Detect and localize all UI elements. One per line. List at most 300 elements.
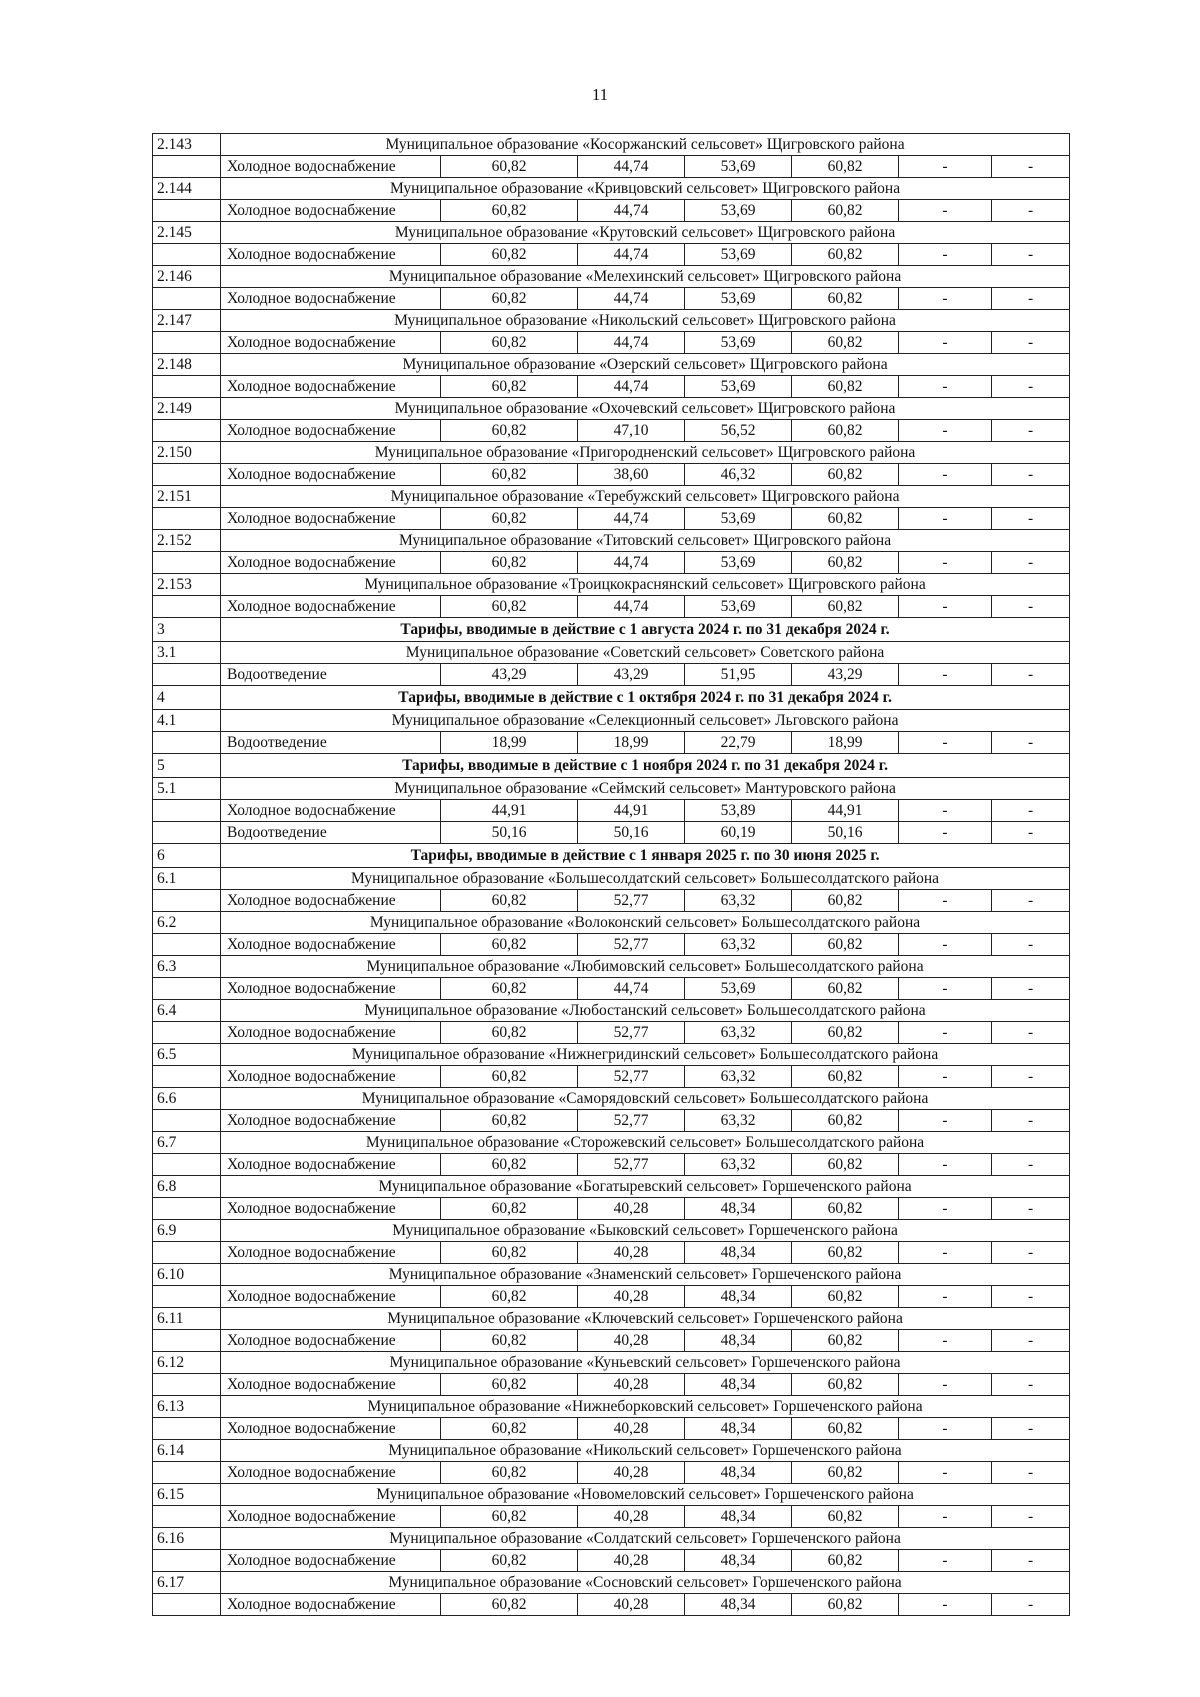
tariff-row <box>153 1418 1070 1440</box>
row-number: 6.13 <box>153 1396 221 1418</box>
municipality-title: Муниципальное образование «Сосновский сельсовет» Горшеченского района <box>221 1572 1070 1594</box>
resource-label: Холодное водоснабжение <box>221 934 441 956</box>
tariff-value: 60,82 <box>441 1286 578 1308</box>
resource-label: Водоотведение <box>221 822 441 844</box>
municipality-row <box>153 178 1070 200</box>
row-number: 2.145 <box>153 222 221 244</box>
tariff-value: - <box>899 1154 992 1176</box>
tariff-value: 43,29 <box>792 664 899 686</box>
tariff-value: 60,82 <box>441 1110 578 1132</box>
municipality-title: Муниципальное образование «Нижнеборковский сельсовет» Горшеченского района <box>221 1396 1070 1418</box>
tariff-value: - <box>992 1198 1070 1220</box>
tariff-value: 60,82 <box>792 1506 899 1528</box>
tariff-value: 60,82 <box>441 552 578 574</box>
tariff-value: 60,82 <box>441 1154 578 1176</box>
resource-label: Холодное водоснабжение <box>221 1506 441 1528</box>
row-number: 2.152 <box>153 530 221 552</box>
row-number: 3 <box>153 618 221 642</box>
tariff-value: 60,82 <box>792 1066 899 1088</box>
tariff-value: 60,82 <box>792 596 899 618</box>
tariff-value: 60,82 <box>441 1374 578 1396</box>
tariff-value: 53,69 <box>685 156 792 178</box>
row-number-cell <box>153 1110 221 1132</box>
resource-label: Холодное водоснабжение <box>221 1550 441 1572</box>
tariff-value: - <box>899 552 992 574</box>
tariff-value: 40,28 <box>578 1594 685 1616</box>
municipality-row <box>153 956 1070 978</box>
row-number: 4 <box>153 686 221 710</box>
tariff-row <box>153 156 1070 178</box>
tariff-value: - <box>899 1594 992 1616</box>
tariff-value: 60,82 <box>792 332 899 354</box>
municipality-title: Муниципальное образование «Троицкокраснянский сельсовет» Щигровского района <box>221 574 1070 596</box>
tariff-value: 52,77 <box>578 934 685 956</box>
tariff-value: 63,32 <box>685 890 792 912</box>
resource-label: Холодное водоснабжение <box>221 1022 441 1044</box>
tariff-value: 60,82 <box>792 1374 899 1396</box>
section-row <box>153 618 1070 642</box>
resource-label: Холодное водоснабжение <box>221 1462 441 1484</box>
tariff-row <box>153 800 1070 822</box>
resource-label: Холодное водоснабжение <box>221 800 441 822</box>
row-number-cell <box>153 376 221 398</box>
municipality-row <box>153 1220 1070 1242</box>
tariff-value: - <box>992 934 1070 956</box>
tariff-value: 40,28 <box>578 1286 685 1308</box>
tariff-value: - <box>899 244 992 266</box>
resource-label: Холодное водоснабжение <box>221 508 441 530</box>
municipality-row <box>153 1044 1070 1066</box>
row-number: 2.149 <box>153 398 221 420</box>
row-number: 6.16 <box>153 1528 221 1550</box>
tariff-value: 50,16 <box>578 822 685 844</box>
tariff-value: 60,82 <box>792 288 899 310</box>
tariff-value: 18,99 <box>792 732 899 754</box>
tariff-value: 48,34 <box>685 1374 792 1396</box>
tariff-value: - <box>899 732 992 754</box>
municipality-title: Муниципальное образование «Куньевский сельсовет» Горшеченского района <box>221 1352 1070 1374</box>
tariff-value: 48,34 <box>685 1506 792 1528</box>
tariff-value: - <box>992 420 1070 442</box>
municipality-row <box>153 1308 1070 1330</box>
tariff-value: 63,32 <box>685 1066 792 1088</box>
tariff-value: - <box>899 822 992 844</box>
row-number: 2.143 <box>153 134 221 156</box>
tariff-value: 63,32 <box>685 1154 792 1176</box>
tariff-value: 60,82 <box>441 1594 578 1616</box>
tariff-value: - <box>992 508 1070 530</box>
row-number: 6.14 <box>153 1440 221 1462</box>
row-number-cell <box>153 1550 221 1572</box>
municipality-row <box>153 1352 1070 1374</box>
tariff-value: 60,82 <box>792 978 899 1000</box>
tariff-value: 60,82 <box>792 1462 899 1484</box>
municipality-row <box>153 442 1070 464</box>
tariff-value: - <box>992 200 1070 222</box>
tariff-value: 40,28 <box>578 1198 685 1220</box>
tariff-row <box>153 890 1070 912</box>
section-row <box>153 844 1070 868</box>
resource-label: Холодное водоснабжение <box>221 200 441 222</box>
row-number: 6.11 <box>153 1308 221 1330</box>
tariff-row <box>153 552 1070 574</box>
tariff-value: - <box>899 1198 992 1220</box>
tariff-value: 60,82 <box>792 376 899 398</box>
municipality-row <box>153 1484 1070 1506</box>
municipality-title: Муниципальное образование «Селекционный сельсовет» Льговского района <box>221 710 1070 732</box>
tariff-value: 48,34 <box>685 1418 792 1440</box>
tariff-value: 60,82 <box>792 156 899 178</box>
row-number: 2.150 <box>153 442 221 464</box>
municipality-row <box>153 1528 1070 1550</box>
tariff-value: - <box>899 800 992 822</box>
tariff-row <box>153 1462 1070 1484</box>
tariff-value: 44,74 <box>578 332 685 354</box>
tariff-value: - <box>899 1330 992 1352</box>
row-number-cell <box>153 1242 221 1264</box>
tariff-value: 63,32 <box>685 1022 792 1044</box>
tariff-value: 44,74 <box>578 508 685 530</box>
tariff-value: - <box>992 822 1070 844</box>
row-number: 6.4 <box>153 1000 221 1022</box>
tariff-value: - <box>899 934 992 956</box>
resource-label: Холодное водоснабжение <box>221 332 441 354</box>
tariff-value: 60,82 <box>792 200 899 222</box>
tariff-value: 60,82 <box>441 288 578 310</box>
tariff-value: 60,82 <box>441 332 578 354</box>
tariff-value: 52,77 <box>578 890 685 912</box>
tariff-row <box>153 376 1070 398</box>
tariff-value: 48,34 <box>685 1286 792 1308</box>
municipality-title: Муниципальное образование «Пригородненский сельсовет» Щигровского района <box>221 442 1070 464</box>
tariff-row <box>153 934 1070 956</box>
tariff-value: 44,74 <box>578 288 685 310</box>
tariff-value: - <box>992 1286 1070 1308</box>
tariff-value: 60,82 <box>441 420 578 442</box>
tariff-row <box>153 1550 1070 1572</box>
municipality-title: Муниципальное образование «Косоржанский сельсовет» Щигровского района <box>221 134 1070 156</box>
tariff-value: 60,82 <box>792 1198 899 1220</box>
municipality-row <box>153 530 1070 552</box>
tariff-value: - <box>992 1594 1070 1616</box>
row-number: 6.8 <box>153 1176 221 1198</box>
tariff-value: 60,19 <box>685 822 792 844</box>
tariff-value: - <box>899 200 992 222</box>
tariff-value: 63,32 <box>685 1110 792 1132</box>
row-number: 6.15 <box>153 1484 221 1506</box>
tariff-value: 60,82 <box>792 552 899 574</box>
tariff-value: 48,34 <box>685 1550 792 1572</box>
tariff-table <box>152 133 1070 1616</box>
municipality-title: Муниципальное образование «Солдатский сельсовет» Горшеченского района <box>221 1528 1070 1550</box>
row-number: 4.1 <box>153 710 221 732</box>
tariff-value: - <box>992 464 1070 486</box>
tariff-value: 52,77 <box>578 1066 685 1088</box>
row-number: 2.151 <box>153 486 221 508</box>
tariff-value: - <box>992 376 1070 398</box>
resource-label: Холодное водоснабжение <box>221 1154 441 1176</box>
section-title: Тарифы, вводимые в действие с 1 октября 2024 г. по 31 декабря 2024 г. <box>221 686 1070 710</box>
tariff-value: 43,29 <box>441 664 578 686</box>
municipality-row <box>153 1440 1070 1462</box>
row-number: 6.6 <box>153 1088 221 1110</box>
tariff-value: 60,82 <box>441 934 578 956</box>
tariff-value: 60,82 <box>792 934 899 956</box>
tariff-value: - <box>992 1242 1070 1264</box>
tariff-value: 60,82 <box>792 890 899 912</box>
resource-label: Водоотведение <box>221 732 441 754</box>
row-number: 6.2 <box>153 912 221 934</box>
municipality-title: Муниципальное образование «Крутовский сельсовет» Щигровского района <box>221 222 1070 244</box>
municipality-row <box>153 574 1070 596</box>
tariff-value: - <box>992 800 1070 822</box>
row-number: 5.1 <box>153 778 221 800</box>
row-number-cell <box>153 288 221 310</box>
tariff-value: 60,82 <box>792 1110 899 1132</box>
tariff-value: - <box>992 890 1070 912</box>
municipality-title: Муниципальное образование «Мелехинский сельсовет» Щигровского района <box>221 266 1070 288</box>
tariff-value: 53,69 <box>685 596 792 618</box>
municipality-title: Муниципальное образование «Сторожевский сельсовет» Большесолдатского района <box>221 1132 1070 1154</box>
municipality-title: Муниципальное образование «Любостанский сельсовет» Большесолдатского района <box>221 1000 1070 1022</box>
row-number-cell <box>153 1418 221 1440</box>
row-number: 5 <box>153 754 221 778</box>
resource-label: Холодное водоснабжение <box>221 420 441 442</box>
tariff-value: - <box>899 1110 992 1132</box>
row-number: 6.17 <box>153 1572 221 1594</box>
row-number-cell <box>153 332 221 354</box>
tariff-value: 60,82 <box>441 596 578 618</box>
tariff-value: - <box>992 156 1070 178</box>
municipality-row <box>153 266 1070 288</box>
tariff-value: 48,34 <box>685 1462 792 1484</box>
tariff-value: 60,82 <box>441 464 578 486</box>
municipality-title: Муниципальное образование «Ключевский сельсовет» Горшеченского района <box>221 1308 1070 1330</box>
tariff-row <box>153 732 1070 754</box>
row-number: 6.5 <box>153 1044 221 1066</box>
resource-label: Холодное водоснабжение <box>221 288 441 310</box>
tariff-value: - <box>899 1462 992 1484</box>
municipality-title: Муниципальное образование «Никольский сельсовет» Щигровского района <box>221 310 1070 332</box>
tariff-value: - <box>992 1110 1070 1132</box>
tariff-value: 53,69 <box>685 332 792 354</box>
tariff-value: 60,82 <box>792 508 899 530</box>
tariff-value: - <box>992 978 1070 1000</box>
row-number-cell <box>153 732 221 754</box>
tariff-row <box>153 464 1070 486</box>
municipality-row <box>153 222 1070 244</box>
tariff-value: - <box>899 376 992 398</box>
tariff-value: - <box>899 464 992 486</box>
tariff-value: 60,82 <box>441 156 578 178</box>
tariff-value: 52,77 <box>578 1022 685 1044</box>
municipality-row <box>153 642 1070 664</box>
row-number: 6 <box>153 844 221 868</box>
row-number-cell <box>153 978 221 1000</box>
tariff-row <box>153 244 1070 266</box>
tariff-row <box>153 1242 1070 1264</box>
row-number-cell <box>153 244 221 266</box>
tariff-value: - <box>899 1242 992 1264</box>
row-number: 2.148 <box>153 354 221 376</box>
tariff-value: 40,28 <box>578 1550 685 1572</box>
tariff-row <box>153 1330 1070 1352</box>
municipality-row <box>153 1088 1070 1110</box>
tariff-value: - <box>899 420 992 442</box>
tariff-value: 44,91 <box>441 800 578 822</box>
row-number-cell <box>153 934 221 956</box>
tariff-value: - <box>899 890 992 912</box>
tariff-row <box>153 664 1070 686</box>
tariff-value: - <box>992 1066 1070 1088</box>
tariff-value: 48,34 <box>685 1242 792 1264</box>
tariff-value: - <box>899 1418 992 1440</box>
tariff-value: 48,34 <box>685 1594 792 1616</box>
row-number-cell <box>153 822 221 844</box>
tariff-value: 60,82 <box>441 1330 578 1352</box>
row-number-cell <box>153 1506 221 1528</box>
tariff-value: 47,10 <box>578 420 685 442</box>
municipality-row <box>153 710 1070 732</box>
tariff-value: - <box>899 156 992 178</box>
tariff-value: 53,69 <box>685 376 792 398</box>
tariff-value: 53,89 <box>685 800 792 822</box>
tariff-row <box>153 1374 1070 1396</box>
resource-label: Холодное водоснабжение <box>221 1286 441 1308</box>
tariff-value: - <box>992 1022 1070 1044</box>
tariff-value: 52,77 <box>578 1110 685 1132</box>
tariff-value: 60,82 <box>441 1506 578 1528</box>
tariff-value: 53,69 <box>685 552 792 574</box>
tariff-value: - <box>992 332 1070 354</box>
municipality-title: Муниципальное образование «Сеймский сельсовет» Мантуровского района <box>221 778 1070 800</box>
tariff-value: 50,16 <box>441 822 578 844</box>
tariff-value: - <box>992 1550 1070 1572</box>
tariff-value: 60,82 <box>441 1462 578 1484</box>
page-number: 11 <box>591 85 609 104</box>
tariff-value: - <box>992 288 1070 310</box>
municipality-title: Муниципальное образование «Теребужский сельсовет» Щигровского района <box>221 486 1070 508</box>
row-number-cell <box>153 200 221 222</box>
resource-label: Холодное водоснабжение <box>221 552 441 574</box>
section-title: Тарифы, вводимые в действие с 1 ноября 2024 г. по 31 декабря 2024 г. <box>221 754 1070 778</box>
municipality-title: Муниципальное образование «Советский сельсовет» Советского района <box>221 642 1070 664</box>
row-number: 6.12 <box>153 1352 221 1374</box>
municipality-row <box>153 1264 1070 1286</box>
row-number: 6.10 <box>153 1264 221 1286</box>
tariff-row <box>153 822 1070 844</box>
tariff-value: - <box>992 596 1070 618</box>
section-title: Тарифы, вводимые в действие с 1 августа 2024 г. по 31 декабря 2024 г. <box>221 618 1070 642</box>
tariff-value: - <box>899 1506 992 1528</box>
row-number-cell <box>153 1022 221 1044</box>
tariff-value: 52,77 <box>578 1154 685 1176</box>
tariff-row <box>153 1198 1070 1220</box>
municipality-row <box>153 778 1070 800</box>
row-number-cell <box>153 664 221 686</box>
municipality-row <box>153 868 1070 890</box>
tariff-value: 53,69 <box>685 978 792 1000</box>
tariff-value: 60,82 <box>792 1022 899 1044</box>
tariff-value: 60,82 <box>792 1418 899 1440</box>
tariff-value: 44,74 <box>578 978 685 1000</box>
tariff-value: 60,82 <box>792 464 899 486</box>
tariff-value: - <box>899 508 992 530</box>
resource-label: Холодное водоснабжение <box>221 1594 441 1616</box>
section-row <box>153 686 1070 710</box>
tariff-value: 60,82 <box>792 1154 899 1176</box>
tariff-value: - <box>899 664 992 686</box>
municipality-title: Муниципальное образование «Саморядовский сельсовет» Большесолдатского района <box>221 1088 1070 1110</box>
municipality-title: Муниципальное образование «Знаменский сельсовет» Горшеченского района <box>221 1264 1070 1286</box>
row-number-cell <box>153 1374 221 1396</box>
tariff-value: 53,69 <box>685 288 792 310</box>
municipality-row <box>153 1396 1070 1418</box>
tariff-value: 44,91 <box>578 800 685 822</box>
resource-label: Холодное водоснабжение <box>221 1066 441 1088</box>
tariff-value: 46,32 <box>685 464 792 486</box>
municipality-row <box>153 1000 1070 1022</box>
row-number-cell <box>153 552 221 574</box>
tariff-value: 60,82 <box>441 1550 578 1572</box>
tariff-value: - <box>992 1462 1070 1484</box>
row-number-cell <box>153 1594 221 1616</box>
resource-label: Холодное водоснабжение <box>221 244 441 266</box>
tariff-value: - <box>899 596 992 618</box>
tariff-value: 60,82 <box>792 1550 899 1572</box>
tariff-value: 44,74 <box>578 244 685 266</box>
row-number-cell <box>153 1154 221 1176</box>
municipality-title: Муниципальное образование «Озерский сельсовет» Щигровского района <box>221 354 1070 376</box>
row-number-cell <box>153 1066 221 1088</box>
tariff-value: 60,82 <box>792 244 899 266</box>
tariff-value: 18,99 <box>578 732 685 754</box>
tariff-value: 60,82 <box>792 1242 899 1264</box>
resource-label: Холодное водоснабжение <box>221 596 441 618</box>
tariff-value: 38,60 <box>578 464 685 486</box>
row-number-cell <box>153 890 221 912</box>
resource-label: Холодное водоснабжение <box>221 1110 441 1132</box>
municipality-title: Муниципальное образование «Титовский сельсовет» Щигровского района <box>221 530 1070 552</box>
tariff-value: 60,82 <box>441 1022 578 1044</box>
municipality-title: Муниципальное образование «Никольский сельсовет» Горшеченского района <box>221 1440 1070 1462</box>
tariff-value: - <box>899 332 992 354</box>
tariff-row <box>153 596 1070 618</box>
tariff-value: - <box>899 1374 992 1396</box>
tariff-value: - <box>992 1374 1070 1396</box>
tariff-row <box>153 508 1070 530</box>
tariff-value: 50,16 <box>792 822 899 844</box>
tariff-value: - <box>899 978 992 1000</box>
municipality-title: Муниципальное образование «Новомеловский сельсовет» Горшеченского района <box>221 1484 1070 1506</box>
tariff-value: 51,95 <box>685 664 792 686</box>
municipality-title: Муниципальное образование «Богатыревский сельсовет» Горшеченского района <box>221 1176 1070 1198</box>
municipality-title: Муниципальное образование «Нижнегридинский сельсовет» Большесолдатского района <box>221 1044 1070 1066</box>
tariff-value: - <box>992 1154 1070 1176</box>
row-number-cell <box>153 464 221 486</box>
tariff-row <box>153 288 1070 310</box>
tariff-row <box>153 420 1070 442</box>
tariff-value: - <box>992 244 1070 266</box>
tariff-value: 53,69 <box>685 508 792 530</box>
tariff-value: 60,82 <box>441 508 578 530</box>
municipality-row <box>153 912 1070 934</box>
row-number-cell <box>153 800 221 822</box>
tariff-value: 60,82 <box>441 1198 578 1220</box>
tariff-value: - <box>992 664 1070 686</box>
tariff-row <box>153 1506 1070 1528</box>
municipality-row <box>153 1572 1070 1594</box>
